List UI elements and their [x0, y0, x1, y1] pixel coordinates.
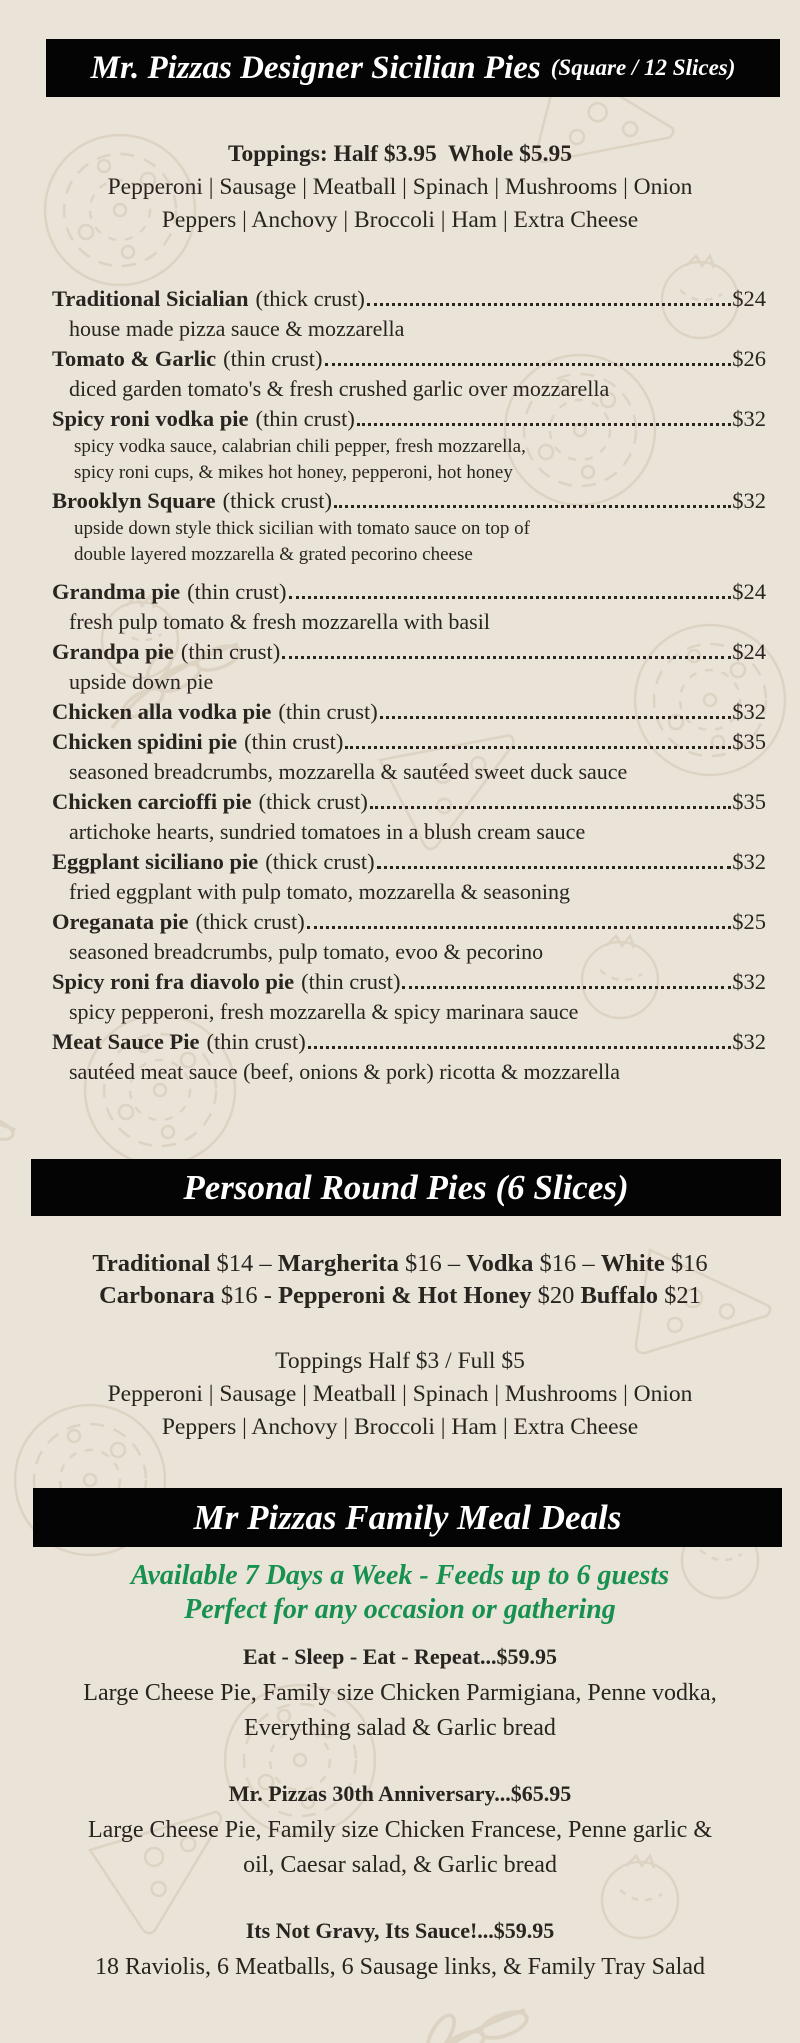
dotted-leader [402, 986, 731, 989]
item-description: spicy roni cups, & mikes hot honey, pepperoni, hot honey [74, 462, 513, 483]
menu-item [52, 486, 766, 568]
item-price: $35 [732, 729, 766, 754]
dotted-leader [370, 806, 731, 809]
dotted-leader [367, 303, 731, 306]
dotted-leader [377, 866, 732, 869]
item-crust: (thin crust) [301, 969, 401, 994]
item-name: Spicy roni vodka pie [52, 406, 249, 431]
toppings-list-line: Peppers | Anchovy | Broccoli | Ham | Extra Cheese [161, 1414, 639, 1440]
item-name: Chicken spidini pie [52, 729, 238, 754]
personal-pies-price-lines [0, 1248, 800, 1312]
personal-price-line: Traditional $14 – Margherita $16 – Vodka $16 – White $16 [92, 1250, 708, 1277]
dotted-leader [282, 656, 731, 659]
dotted-leader [380, 716, 731, 719]
sicilian-toppings-block [0, 138, 800, 237]
toppings-list-line: Peppers | Anchovy | Broccoli | Ham | Extra Cheese [161, 207, 639, 233]
menu-item [52, 727, 766, 787]
item-name: Spicy roni fra diavolo pie [52, 969, 295, 994]
section-title-sicilian: Mr. Pizzas Designer Sicilian Pies [90, 49, 541, 86]
toppings-pricing-heading: Toppings Half $3 / Full $5 [275, 1348, 525, 1374]
item-name: Oreganata pie [52, 909, 189, 934]
item-price: $35 [732, 789, 766, 814]
menu-item [52, 907, 766, 967]
item-crust: (thin crust) [244, 729, 344, 754]
meal-deal [0, 1779, 800, 1883]
deal-description: oil, Caesar salad, & Garlic bread [243, 1852, 557, 1878]
section-title-personal: Personal Round Pies (6 Slices) [183, 1167, 629, 1207]
toppings-list-line: Pepperoni | Sausage | Meatball | Spinach | Mushrooms | Onion [107, 174, 693, 200]
meal-deal [0, 1642, 800, 1746]
section-header-sicilian-pies [46, 39, 780, 97]
family-deals-taglines [0, 1559, 800, 1627]
item-description: double layered mozzarella & grated pecorino cheese [74, 544, 473, 565]
item-price: $32 [732, 699, 766, 724]
menu-item [52, 787, 766, 847]
item-description: upside down style thick sicilian with tomato sauce on top of [74, 518, 530, 539]
item-description: fried eggplant with pulp tomato, mozzarella & seasoning [69, 879, 570, 904]
item-name: Brooklyn Square [52, 488, 216, 513]
item-price: $26 [732, 346, 766, 371]
menu-item [52, 967, 766, 1027]
dotted-leader [289, 596, 732, 599]
item-name: Tomato & Garlic [52, 346, 217, 371]
item-price: $32 [732, 1029, 766, 1054]
deal-description: Large Cheese Pie, Family size Chicken Francese, Penne garlic & [87, 1817, 713, 1843]
item-crust: (thin crust) [223, 346, 323, 371]
item-price: $32 [732, 406, 766, 431]
item-description: house made pizza sauce & mozzarella [69, 316, 405, 341]
item-name: Chicken carcioffi pie [52, 789, 252, 814]
menu-item [52, 404, 766, 486]
item-description: spicy vodka sauce, calabrian chili pepper, fresh mozzarella, [74, 436, 526, 457]
item-price: $25 [732, 909, 766, 934]
section-title-family: Mr Pizzas Family Meal Deals [193, 1497, 622, 1537]
item-name: Traditional Sicialian [52, 286, 249, 311]
item-name: Meat Sauce Pie [52, 1029, 200, 1054]
item-description: seasoned breadcrumbs, pulp tomato, evoo & pecorino [69, 939, 544, 964]
dotted-leader [334, 505, 731, 508]
menu-item [52, 697, 766, 727]
section-title-sicilian-suffix: (Square / 12 Slices) [550, 55, 736, 80]
item-description: diced garden tomato's & fresh crushed garlic over mozzarella [69, 376, 610, 401]
personal-toppings-block [0, 1345, 800, 1444]
dotted-leader [307, 926, 731, 929]
item-crust: (thick crust) [255, 286, 365, 311]
deal-description: Large Cheese Pie, Family size Chicken Parmigiana, Penne vodka, [83, 1680, 717, 1706]
item-crust: (thin crust) [255, 406, 355, 431]
menu-item [52, 637, 766, 697]
toppings-pricing-heading: Toppings: Half $3.95 Whole $5.95 [227, 141, 573, 167]
tagline: Available 7 Days a Week - Feeds up to 6 guests [130, 1560, 670, 1591]
item-price: $24 [732, 579, 766, 604]
dotted-leader [345, 746, 731, 749]
family-deals-list [0, 1642, 800, 2018]
item-price: $32 [732, 849, 766, 874]
item-crust: (thick crust) [195, 909, 305, 934]
tagline: Perfect for any occasion or gathering [184, 1594, 616, 1625]
menu-item [52, 284, 766, 344]
deal-title: Its Not Gravy, Its Sauce!...$59.95 [245, 1918, 555, 1943]
item-price: $24 [732, 286, 766, 311]
deal-title: Mr. Pizzas 30th Anniversary...$65.95 [228, 1781, 572, 1806]
item-price: $24 [732, 639, 766, 664]
item-description: spicy pepperoni, fresh mozzarella & spicy marinara sauce [69, 999, 579, 1024]
dotted-leader [357, 423, 731, 426]
item-crust: (thin crust) [180, 639, 281, 664]
deal-description: Everything salad & Garlic bread [244, 1715, 556, 1741]
section-header-personal-round-pies [31, 1159, 781, 1216]
menu-item [52, 1027, 766, 1087]
section-header-family-meal-deals [33, 1488, 782, 1547]
item-description: artichoke hearts, sundried tomatoes in a blush cream sauce [69, 819, 586, 844]
item-name: Grandpa pie [52, 639, 174, 664]
deal-title: Eat - Sleep - Eat - Repeat...$59.95 [242, 1644, 558, 1669]
meal-deal [0, 1916, 800, 1985]
item-description: sautéed meat sauce (beef, onions & pork) ricotta & mozzarella [69, 1059, 620, 1084]
item-description: fresh pulp tomato & fresh mozzarella with basil [69, 609, 490, 634]
menu-item [52, 577, 766, 637]
dotted-leader [325, 363, 732, 366]
item-price: $32 [732, 488, 766, 513]
item-crust: (thick crust) [222, 488, 332, 513]
item-description: upside down pie [69, 669, 214, 694]
item-name: Grandma pie [52, 579, 181, 604]
dotted-leader [308, 1046, 731, 1049]
item-name: Eggplant siciliano pie [52, 849, 259, 874]
item-description: seasoned breadcrumbs, mozzarella & sautéed sweet duck sauce [69, 759, 628, 784]
menu-item [52, 847, 766, 907]
item-crust: (thick crust) [258, 789, 368, 814]
deal-description: 18 Raviolis, 6 Meatballs, 6 Sausage links, & Family Tray Salad [95, 1954, 705, 1980]
item-crust: (thick crust) [265, 849, 375, 874]
personal-price-line: Carbonara $16 - Pepperoni & Hot Honey $20 Buffalo $21 [99, 1282, 701, 1309]
toppings-list-line: Pepperoni | Sausage | Meatball | Spinach | Mushrooms | Onion [107, 1381, 693, 1407]
menu-item [52, 344, 766, 404]
sicilian-items-list [52, 284, 766, 1087]
item-name: Chicken alla vodka pie [52, 699, 272, 724]
item-crust: (thin crust) [187, 579, 287, 604]
item-crust: (thin crust) [206, 1029, 306, 1054]
item-price: $32 [732, 969, 766, 994]
item-crust: (thin crust) [278, 699, 378, 724]
